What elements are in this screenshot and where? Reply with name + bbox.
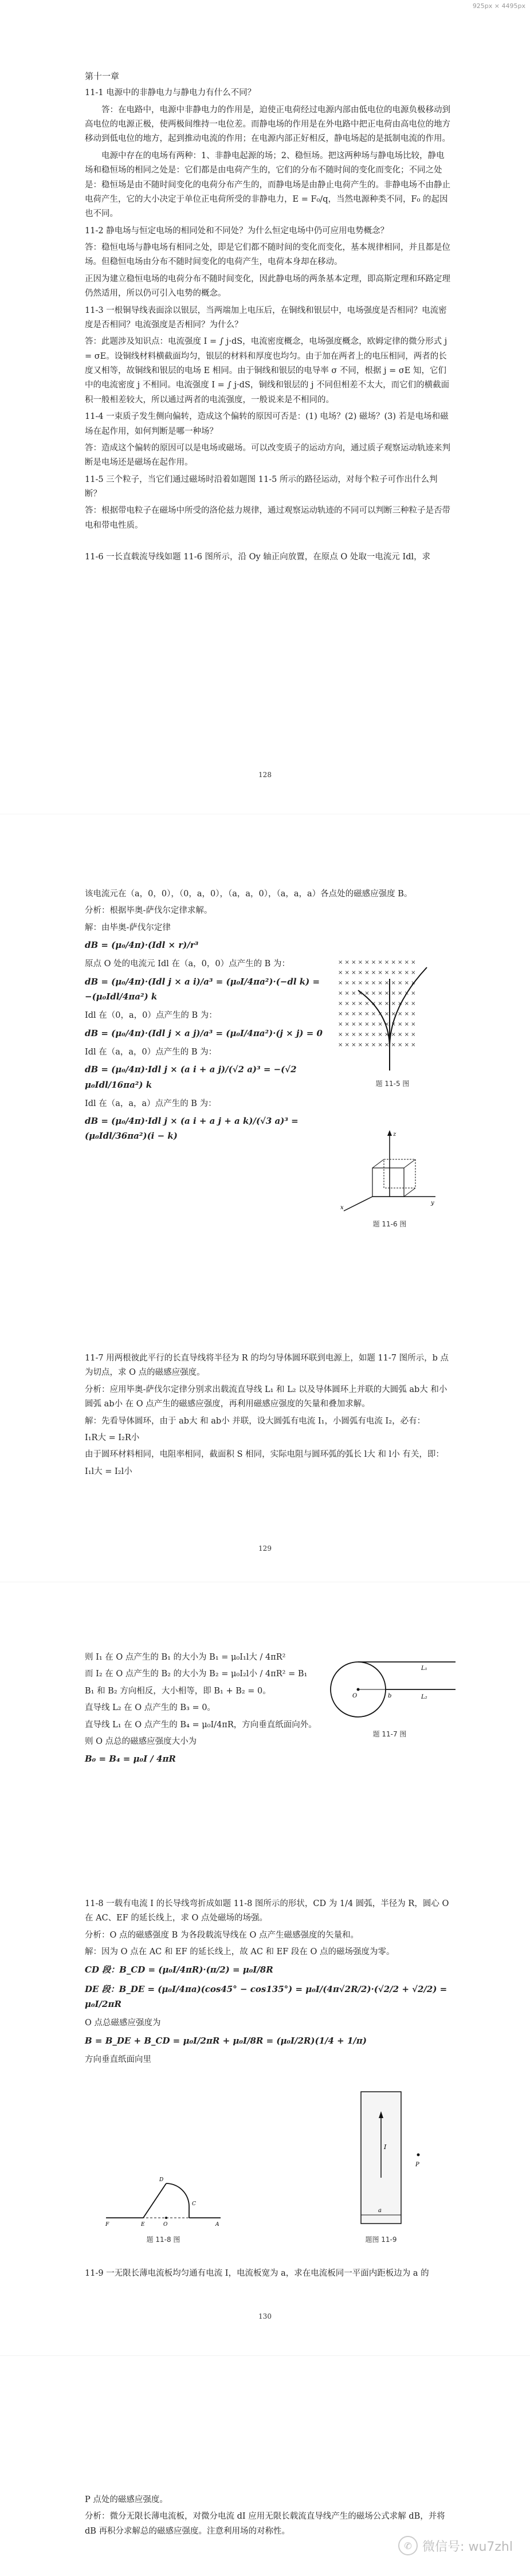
svg-text:x: x [340,1205,344,1211]
svg-text:× × × × × × × × × × × ×: × × × × × × × × × × × × [338,1011,416,1017]
text-11-8-direction: 方向垂直纸面向里 [85,2054,151,2064]
question-11-7: 11-7 用两根彼此平行的长直导线将半径为 R 的均匀导体圆环联到电源上，如题 11-7 图所示，b 点为切点，求 O 点的磁感应强度。 [85,1354,449,1378]
svg-text:× × × × × × × × × × × ×: × × × × × × × × × × × × [338,1001,416,1007]
svg-text:× × × × × × × × × × × ×: × × × × × × × × × × × × [338,970,416,976]
svg-text:a: a [378,2208,382,2214]
relation-11-7-a: I₁R大 = I₂R小 [85,1433,140,1442]
solution-11-7: 解：先看导体圆环，由于 ab大 和 ab小 并联，设大圆弧有电流 I₁，小圆弧有电流 I₂，必有： [85,1416,426,1426]
svg-text:× × × × × × × × × × × ×: × × × × × × × × × × × × [338,1032,416,1038]
figure-11-5 [335,956,450,1088]
svg-text:× × × × × × × × × × × ×: × × × × × × × × × × × × [338,959,416,966]
formula-11-7-result: B₀ = B₄ = μ₀I / 4πR [85,1754,176,1765]
text-11-7-b-sum: B₁ 和 B₂ 方向相反，大小相等，即 B₁ + B₂ = 0。 [85,1686,271,1696]
svg-text:C: C [192,2201,196,2207]
figure-11-9-caption: 题图 11-9 [365,2236,397,2244]
svg-text:y: y [431,1200,434,1206]
formula-11-8-total: B = B_DE + B_CD = μ₀I/2πR + μ₀I/8R = (μ₀I/2R)(1/4 + 1/π) [85,2035,367,2046]
svg-text:× × × × × × × × × × × ×: × × × × × × × × × × × × [338,1042,416,1048]
watermark-text: 微信号: wu7zhl [422,2539,513,2554]
wechat-icon: ✆ [398,2536,418,2555]
svg-text:z: z [393,1131,396,1138]
solution-11-6: 解：由毕奥-萨伐尔定律 [85,923,171,932]
svg-text:× × × × × × × × × × × ×: × × × × × × × × × × × × [338,980,416,986]
svg-text:O: O [163,2222,168,2228]
question-11-4: 11-4 一束质子发生侧向偏转，造成这个偏转的原因可否是：(1) 电场？(2) 磁场？(3) 若是电场和磁场在起作用，如何判断是哪一种场？ [85,412,449,436]
svg-text:E: E [141,2222,145,2228]
svg-text:I: I [384,2143,387,2151]
text-11-7-total: 则 O 点总的磁感应强度大小为 [85,1736,197,1746]
question-11-6-start: 11-6 一长直载流导线如题 11-6 图所示，沿 Oy 轴正向放置，在原点 O 处取一电流元 Idl，求 [85,552,431,562]
formula-11-8-de: DE 段：B_DE = (μ₀I/4πa)(cos45° − cos135°) = μ₀I/(4π√2R/2)·(√2/2 + √2/2) = μ₀I/2πR [85,1983,447,2009]
cube-axes-icon [338,1128,441,1214]
formula-point-1: dB = (μ₀/4π)·(Idl j × a i)/a³ = (μ₀I/4πa²)·(−dl k) = −(μ₀Idl/4πa²) k [85,976,320,1002]
page-number-128: 128 [258,771,272,779]
solution-11-8: 解：因为 O 点在 AC 和 EF 的延长线上，故 AC 和 EF 段在 O 点的磁场强度为零。 [85,1947,395,1957]
magnetic-field-cross-icon [335,956,450,1073]
analysis-11-9: 分析：微分无限长薄电流板，对微分电流 dI 应用无限长载流直导线产生的磁场公式求解 dB，并将 dB 再积分求解总的磁感应强度。注意利用场的对称性。 [85,2512,445,2536]
bent-wire-icon [103,2166,223,2229]
svg-text:L₂: L₂ [421,1694,427,1700]
figure-11-7 [318,1656,461,1739]
relation-11-7-b: I₁l大 = I₂l小 [85,1467,132,1476]
answer-11-2-b: 正因为建立稳恒电场的电荷分布不随时间变化，因此静电场的两条基本定理，即高斯定理和环路定理仍然适用，所以仍可引入电势的概念。 [85,274,450,299]
figure-11-6 [338,1128,441,1228]
figure-11-8-caption: 题 11-8 图 [146,2236,180,2244]
svg-text:L₁: L₁ [421,1665,427,1672]
answer-11-1-b: 电源中存在的电场有两种：1、非静电起源的场；2、稳恒场。把这两种场与静电场比较，静电场和稳恒场的相同之处是：它们都是由电荷产生的，它们的分布不随时间的变化而变化；不同之处是：稳恒场是由不随时间变化的电荷分布产生的，而静电场是由静止电荷产生的。非静电场不由静止电荷产生，它的大小决定于单位正电荷所受的非静电力，E = F₀/q，当然电源种类不同，F₀ 的起因也不同。 [85,151,450,219]
text-point-3: Idl 在（a，a，0）点产生的 B 为： [85,1047,217,1057]
text-point-1: 原点 O 处的电流元 Idl 在（a，0，0）点产生的 B 为： [85,959,290,969]
figure-11-9 [338,2086,424,2244]
current-plate-icon [338,2086,424,2229]
question-11-9: 11-9 一无限长薄电流板均匀通有电流 I，电流板宽为 a，求在电流板同一平面内距板边为 a 的 [85,2269,429,2278]
text-11-7-resistance: 由于圆环材料相同，电阻率相同，截面积 S 相同，实际电阻与圆环弧的弧长 l大 和 l小 有关，即： [85,1450,444,1460]
image-size-label: 925px × 4495px [472,2,525,10]
svg-text:O: O [352,1693,358,1699]
svg-text:A: A [215,2222,219,2228]
figure-11-7-caption: 题 11-7 图 [372,1730,407,1739]
text-11-7-b2: 而 I₂ 在 O 点产生的 B₂ 的大小为 B₂ = μ₀I₂l小 / 4πR² = B₁ [85,1669,308,1679]
svg-text:b: b [388,1693,392,1699]
answer-11-2-a: 答：稳恒电场与静电场有相同之处，即是它们都不随时间的变化而变化，基本规律相同，并且都是位场。但稳恒电场由分布不随时间变化的电荷产生，电荷本身却在移动。 [85,243,450,267]
page-number-130: 130 [258,2312,272,2320]
svg-text:P: P [415,2162,419,2168]
formula-11-8-cd: CD 段：B_CD = (μ₀I/4πR)·(π/2) = μ₀I/8R [85,1964,273,1975]
formula-biot-savart: dB = (μ₀/4π)·(Idl × r)/r³ [85,940,199,951]
page-break [0,2355,530,2356]
answer-11-4: 答：造成这个偏转的原因可以是电场或磁场。可以改变质子的运动方向，通过质子观察运动轨迹来判断是电场还是磁场在起作用。 [85,443,450,468]
ring-circuit-icon [318,1656,461,1724]
question-11-1: 11-1 电源中的非静电力与静电力有什么不同？ [85,88,256,98]
question-11-5: 11-5 三个粒子，当它们通过磁场时沿着如题图 11-5 所示的路径运动，对每个粒子可作出什么判断？ [85,475,438,499]
figure-11-6-caption: 题 11-6 图 [372,1220,407,1229]
formula-point-3: dB = (μ₀/4π)·Idl j × (a i + a j)/(√2 a)³ = −(√2 μ₀Idl/16πa²) k [85,1064,297,1090]
analysis-11-8: 分析：O 点的磁感强度 B 为各段载流导线在 O 点产生磁感强度的矢量和。 [85,1930,359,1940]
svg-text:D: D [159,2177,164,2183]
text-11-7-b1: 则 I₁ 在 O 点产生的 B₁ 的大小为 B₁ = μ₀I₁l大 / 4πR² [85,1653,286,1662]
svg-text:× × × × × × × × × × × ×: × × × × × × × × × × × × [338,1021,416,1028]
question-11-8: 11-8 一载有电流 I 的长导线弯折成如题 11-8 图所示的形状，CD 为 1/4 圆弧，半径为 R，圆心 O 在 AC、EF 的延长线上，求 O 点处磁场的场强。 [85,1899,449,1923]
svg-text:× × × × × × × × × × × ×: × × × × × × × × × × × × [338,990,416,997]
chapter-title: 第十一章 [85,71,120,81]
question-11-3: 11-3 一根铜导线表面涂以银层，当两端加上电压后，在铜线和银层中，电场强度是否相同？电流密度是否相同？电流强度是否相同？为什么？ [85,305,447,330]
figure-11-8 [103,2166,223,2244]
question-11-2: 11-2 静电场与恒定电场的相同处和不同处？为什么恒定电场中仍可应用电势概念？ [85,226,389,236]
answer-11-5: 答：根据带电粒子在磁场中所受的洛伦兹力规律，通过观察运动轨迹的不同可以判断三种粒子是否带电和带电性质。 [85,506,450,530]
formula-point-2: dB = (μ₀/4π)·(Idl j × a j)/a³ = (μ₀I/4πa²)·(j × j) = 0 [85,1028,323,1038]
formula-point-4: dB = (μ₀/4π)·Idl j × (a i + a j + a k)/(√3 a)³ = (μ₀Idl/36πa²)(i − k) [85,1116,299,1142]
figure-11-5-caption: 题 11-5 图 [375,1080,410,1088]
question-11-6-cont: 该电流元在（a，0，0），（0，a，0），（a，a，0），（a，a，a）各点处的磁感应强度 B。 [85,889,413,899]
text-point-2: Idl 在（0，a，0）点产生的 B 为： [85,1011,217,1021]
text-point-4: Idl 在（a，a，a）点产生的 B 为： [85,1099,217,1108]
question-11-9-cont: P 点处的磁感应强度。 [85,2495,168,2504]
svg-text:F: F [105,2222,109,2228]
watermark [398,2536,513,2555]
text-11-8-total: O 点总磁感应强度为 [85,2018,161,2028]
text-11-7-b4: 直导线 L₁ 在 O 点产生的 B₄ = μ₀I/4πR，方向垂直纸面向外。 [85,1720,317,1730]
answer-11-1-a: 答：在电路中，电源中非静电力的作用是，迫使正电荷经过电源内部由低电位的电源负极移动到高电位的电源正极，使两极间维持一电位差。而静电场的作用是在外电路中把正电荷由高电位的地方移动到低电位的地方，起到推动电流的作用；在电源内部正好相反，静电场起的是抵制电流的作用。 [85,105,450,144]
analysis-11-6: 分析：根据毕奥-萨伐尔定律求解。 [85,906,213,916]
answer-11-3: 答：此题涉及知识点：电流强度 I = ∫ j·dS，电流密度概念，电场强度概念，欧姆定律的微分形式 j = σE。设铜线材料横截面均匀，银层的材料和厚度也均匀。由于加在两者上的电压相同，两者的长度又相等，故铜线和银层的电场 E 相同。由于铜线和银层的电导率 σ 不同，根据 j = σE 知，它们中的电流密度 j 不相同。电流强度 I = ∫ j·dS，铜线和银层的 j 不同但相差不太大，而它们的横截面积一般相差较大，所以通过两者的电流强度，一般说来是不相同的。 [85,337,450,405]
text-11-7-b3: 直导线 L₂ 在 O 点产生的 B₃ = 0。 [85,1703,215,1713]
page-number-129: 129 [258,1544,272,1552]
analysis-11-7: 分析：应用毕奥-萨伐尔定律分别求出载流直导线 L₁ 和 L₂ 以及导体圆环上并联的大圆弧 ab大 和小圆弧 ab小 在 O 点产生的磁感应强度，再利用磁感应强度的矢量和叠加求解。 [85,1385,447,1409]
